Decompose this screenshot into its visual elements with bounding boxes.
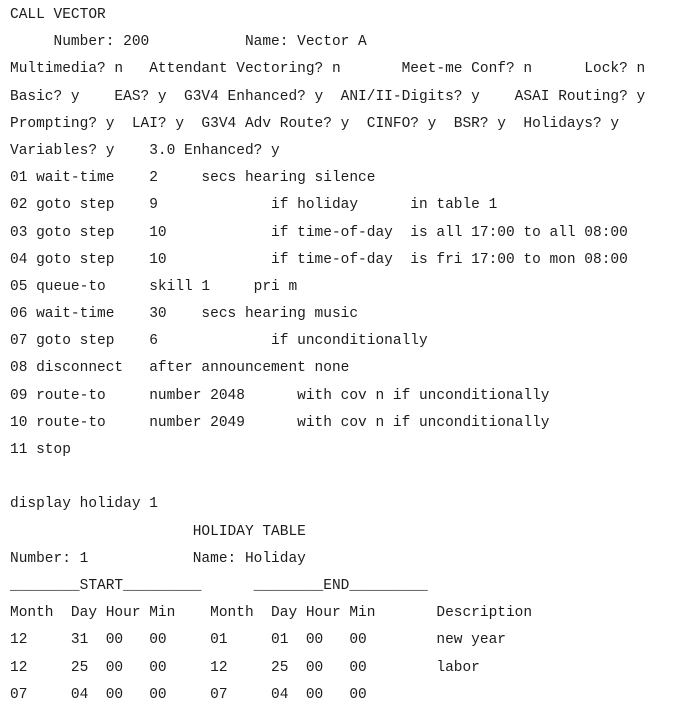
vector-step-06: 06 wait-time 30 secs hearing music [10, 306, 359, 323]
vector-step-02: 02 goto step 9 if holiday in table 1 [10, 197, 498, 214]
vector-step-08: 08 disconnect after announcement none [10, 360, 350, 377]
vector-step-03: 03 goto step 10 if time-of-day is all 17:00 to all 08:00 [10, 224, 628, 241]
display-holiday-command: display holiday 1 [10, 496, 158, 513]
vector-number-name-line: Number: 200 Name: Vector A [10, 34, 367, 51]
holiday-table-title: HOLIDAY TABLE [10, 523, 306, 540]
blank-line [10, 464, 679, 491]
vector-step-07: 07 goto step 6 if unconditionally [10, 333, 428, 350]
vector-step-01: 01 wait-time 2 secs hearing silence [10, 170, 376, 187]
vector-step-10: 10 route-to number 2049 with cov n if unconditionally [10, 414, 550, 431]
holiday-start-end-header: ________START_________ ________END_________ [10, 577, 428, 594]
vector-flags-row-2: Basic? y EAS? y G3V4 Enhanced? y ANI/II-Digits? y ASAI Routing? y [10, 88, 646, 105]
vector-step-09: 09 route-to number 2048 with cov n if unconditionally [10, 387, 550, 404]
vector-step-04: 04 goto step 10 if time-of-day is fri 17:00 to mon 08:00 [10, 251, 628, 268]
vector-flags-row-1: Multimedia? n Attendant Vectoring? n Meet-me Conf? n Lock? n [10, 61, 646, 78]
holiday-number-name-line: Number: 1 Name: Holiday [10, 550, 306, 567]
holiday-columns-header: Month Day Hour Min Month Day Hour Min Description [10, 605, 533, 622]
vector-flags-row-4: Variables? y 3.0 Enhanced? y [10, 142, 280, 159]
holiday-row-1: 12 31 00 00 01 01 00 00 new year [10, 632, 506, 649]
vector-step-05: 05 queue-to skill 1 pri m [10, 278, 298, 295]
vector-step-11: 11 stop [10, 442, 71, 458]
holiday-row-3: 07 04 00 00 07 04 00 00 [10, 686, 367, 703]
vector-flags-row-3: Prompting? y LAI? y G3V4 Adv Route? y CINFO? y BSR? y Holidays? y [10, 115, 620, 132]
holiday-row-2: 12 25 00 00 12 25 00 00 labor [10, 659, 480, 676]
call-vector-title: CALL VECTOR [10, 7, 106, 23]
